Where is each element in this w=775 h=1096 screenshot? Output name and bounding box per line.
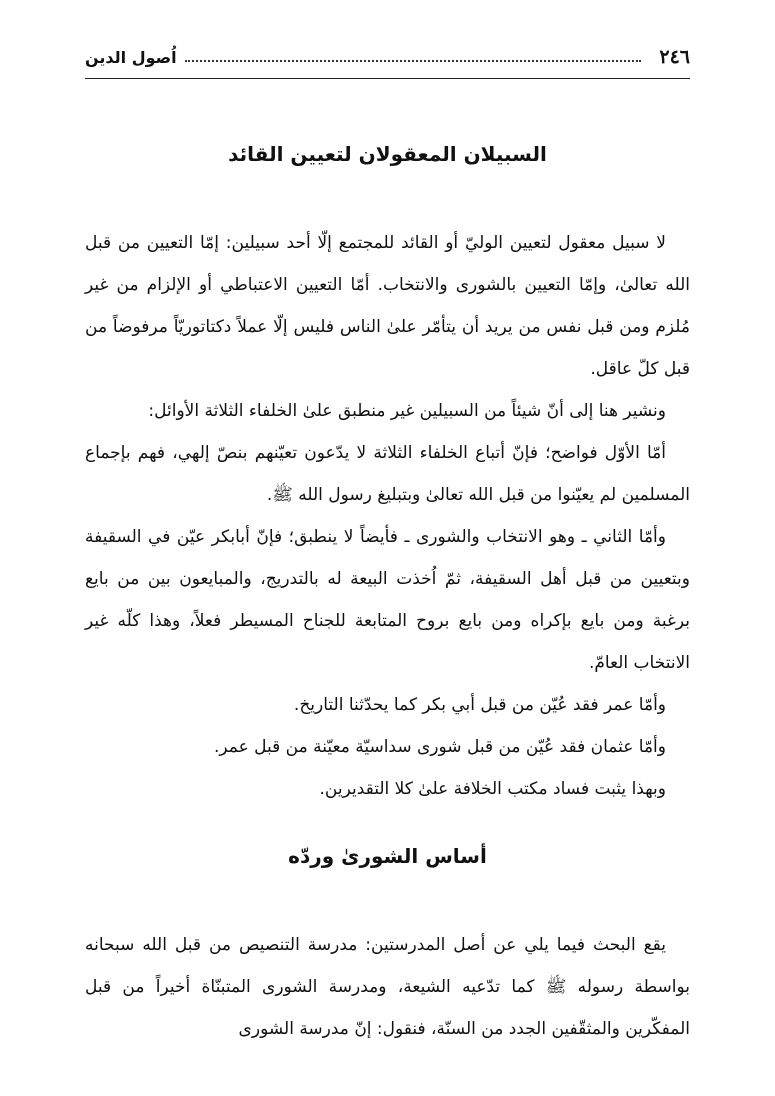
header-rule bbox=[85, 78, 690, 79]
section-body-leader-appointment bbox=[85, 222, 690, 810]
header-dot-leader bbox=[185, 60, 642, 62]
section-heading-shura-basis: أساس الشورىٰ وردّه bbox=[288, 844, 487, 868]
paragraph: وأمّا عمر فقد عُيّن من قبل أبي بكر كما يحدّثنا التاريخ. bbox=[293, 695, 666, 715]
paragraph: يقع البحث فيما يلي عن أصل المدرستين: مدرسة التنصيص من قبل الله سبحانه بواسطة رسوله ﷺ كما تدّعيه الشيعة، ومدرسة الشورى المتبنّاة أخيراً من قبل المفكّرين والمثقّفين الجدد من السنّة، فنقول: إنّ مدرسة الشورى bbox=[85, 935, 690, 1039]
running-header bbox=[85, 42, 690, 72]
paragraph: لا سبيل معقول لتعيين الوليّ أو القائد للمجتمع إلّا أحد سبيلين: إمّا التعيين من قبل الله تعالىٰ، وإمّا التعيين بالشورى والانتخاب. أمّا التعيين الاعتباطي أو الإلزام من غير مُلزم ومن قبل نفس من يريد أن يتأمّر علىٰ الناس فليس إلّا عملاً دكتاتوريّاً مرفوضاً من قبل كلّ عاقل. bbox=[85, 233, 690, 379]
book-title: اُصول الدين bbox=[85, 47, 177, 67]
paragraph: وبهذا يثبت فساد مكتب الخلافة علىٰ كلا التقديرين. bbox=[319, 779, 666, 799]
section-body-shura-basis bbox=[85, 924, 690, 1050]
page-number: ٢٤٦ bbox=[659, 46, 690, 68]
section-heading-leader-appointment: السبيلان المعقولان لتعيين القائد bbox=[228, 142, 547, 166]
paragraph: أمّا الأوّل فواضح؛ فإنّ أتباع الخلفاء الثلاثة لا يدّعون تعيّنهم بنصّ إلهي، فهم بإجماع المسلمين لم يعيّنوا من قبل الله تعالىٰ وبتبليغ رسول الله ﷺ. bbox=[85, 443, 690, 505]
paragraph: وأمّا الثاني ـ وهو الانتخاب والشورى ـ فأيضاً لا ينطبق؛ فإنّ أبابكر عيّن في السقيفة وبتعيين من قبل أهل السقيفة، ثمّ اُخذت البيعة له بالتدريج، والمبايعون بين من بايع برغبة ومن بايع بإكراه ومن بايع بروح المتابعة للجناح المسيطر فعلاً، وهذا كلّه غير الانتخاب العامّ. bbox=[85, 527, 690, 673]
paragraph: ونشير هنا إلى أنّ شيئاً من السبيلين غير منطبق علىٰ الخلفاء الثلاثة الأوائل: bbox=[148, 401, 666, 421]
paragraph: وأمّا عثمان فقد عُيّن من قبل شورى سداسيّة معيّنة من قبل عمر. bbox=[213, 737, 666, 757]
